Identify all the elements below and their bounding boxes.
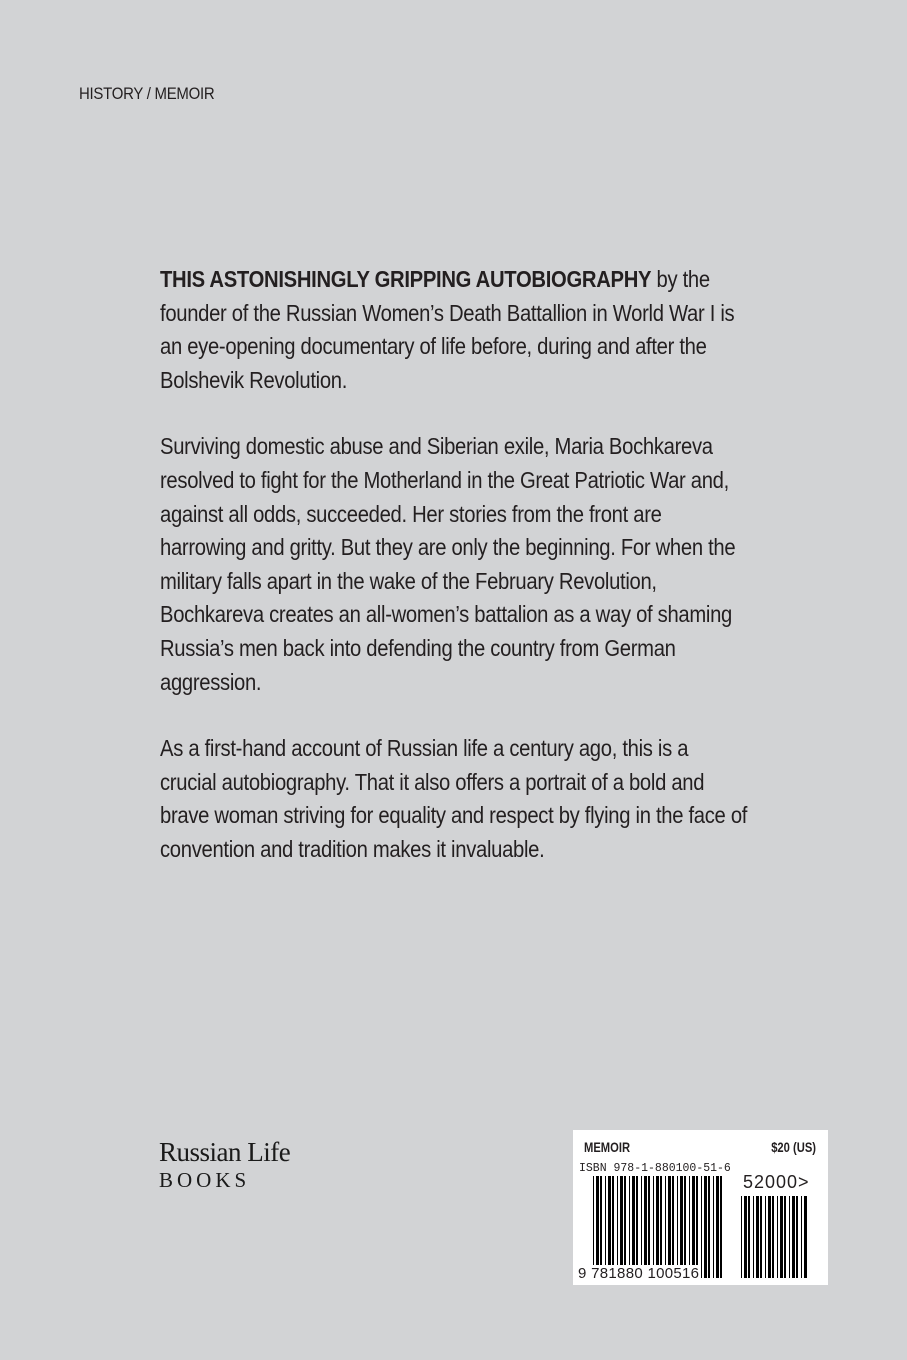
barcode-bar xyxy=(796,1196,798,1278)
back-cover-blurb xyxy=(160,263,750,900)
barcode-bar xyxy=(629,1176,630,1278)
barcode-bar xyxy=(644,1176,647,1278)
ean-first-digit: 9 xyxy=(578,1265,587,1282)
barcode-bar xyxy=(720,1176,722,1278)
barcode-bar xyxy=(772,1196,774,1278)
publisher-name: Russian Life xyxy=(159,1137,291,1167)
barcode-genre: MEMOIR xyxy=(584,1139,631,1155)
barcode-bar xyxy=(660,1176,662,1278)
barcode-bar xyxy=(624,1176,626,1278)
barcode-bar xyxy=(656,1176,659,1278)
barcode-bar xyxy=(696,1176,698,1278)
barcode-bar xyxy=(692,1176,695,1278)
barcode-bar xyxy=(804,1196,807,1278)
barcode-bar xyxy=(617,1176,618,1278)
barcode-bar xyxy=(653,1176,654,1278)
blurb-paragraph-1 xyxy=(160,263,750,397)
barcode-bar xyxy=(668,1176,671,1278)
barcode-bar xyxy=(632,1176,635,1278)
blurb-paragraph-3: As a first-hand account of Russian life a century ago, this is a crucial autobiography. That it also offers a portrait of a bold and brave woman striving for equality and respect by flying in the face of convention and tradition makes it invaluable. xyxy=(160,735,748,862)
barcode-main-number xyxy=(578,1265,699,1282)
barcode-bar xyxy=(620,1176,623,1278)
publisher-logo xyxy=(159,1137,289,1193)
barcode-bar xyxy=(760,1196,762,1278)
barcode-bar xyxy=(704,1176,707,1278)
barcode-bar xyxy=(789,1196,790,1278)
barcode-bar xyxy=(801,1196,802,1278)
barcode-bar xyxy=(768,1196,771,1278)
barcode-bar xyxy=(756,1196,759,1278)
barcode-bar xyxy=(748,1196,750,1278)
barcode-bar xyxy=(641,1176,642,1278)
barcode-bar xyxy=(765,1196,766,1278)
barcode-bar xyxy=(680,1176,683,1278)
blurb-paragraph-2: Surviving domestic abuse and Siberian exile, Maria Bochkareva resolved to fight for the Motherland in the Great Patriotic War and, against all odds, succeeded. Her stories from the front are harrowing and gritty. But they are only the beginning. For when the military falls apart in the wake of the February Revolution, Bochkareva creates an all-women’s battalion as a way of shaming Russia’s men back into defending the country from German aggression. xyxy=(160,433,736,695)
barcode-bar xyxy=(716,1176,719,1278)
barcode-bar xyxy=(648,1176,650,1278)
barcode-bar xyxy=(608,1176,611,1278)
ean-right-digits: 100516 xyxy=(647,1265,700,1282)
barcode-bar xyxy=(684,1176,686,1278)
barcode-bar xyxy=(612,1176,614,1278)
barcode-bar xyxy=(792,1196,795,1278)
barcode-bar xyxy=(701,1176,702,1278)
barcode-bar xyxy=(665,1176,666,1278)
barcode-bar xyxy=(689,1176,690,1278)
barcode-price: $20 (US) xyxy=(771,1139,816,1155)
barcode-bar xyxy=(741,1196,742,1278)
barcode-bar xyxy=(596,1176,599,1278)
barcode-bar xyxy=(780,1196,783,1278)
barcode-bar xyxy=(708,1176,710,1278)
isbn-text: ISBN 978-1-880100-51-6 xyxy=(579,1162,731,1175)
barcode-addon-number: 52000> xyxy=(743,1172,810,1192)
barcode-bar xyxy=(593,1176,594,1278)
barcode-bars xyxy=(573,1130,828,1285)
barcode-bar xyxy=(600,1176,602,1278)
barcode-bar xyxy=(636,1176,638,1278)
blurb-lead: THIS ASTONISHINGLY GRIPPING AUTOBIOGRAPHY xyxy=(160,266,652,292)
category-label: HISTORY / MEMOIR xyxy=(79,84,215,103)
barcode-bar xyxy=(753,1196,754,1278)
barcode-bar xyxy=(777,1196,778,1278)
barcode-bar xyxy=(713,1176,714,1278)
publisher-imprint: BOOKS xyxy=(159,1168,251,1192)
barcode-bar xyxy=(605,1176,606,1278)
ean-left-digits: 781880 xyxy=(591,1265,643,1282)
barcode-bar xyxy=(677,1176,678,1278)
barcode-bar xyxy=(672,1176,674,1278)
barcode-box xyxy=(573,1130,828,1285)
barcode-bar xyxy=(744,1196,747,1278)
barcode-bar xyxy=(784,1196,786,1278)
blurb-paragraph-1-text: by the founder of the Russian Women’s Death Battallion in World War I is an eye-opening documentary of life before, during and after the Bolshevik Revolution. xyxy=(160,266,735,393)
